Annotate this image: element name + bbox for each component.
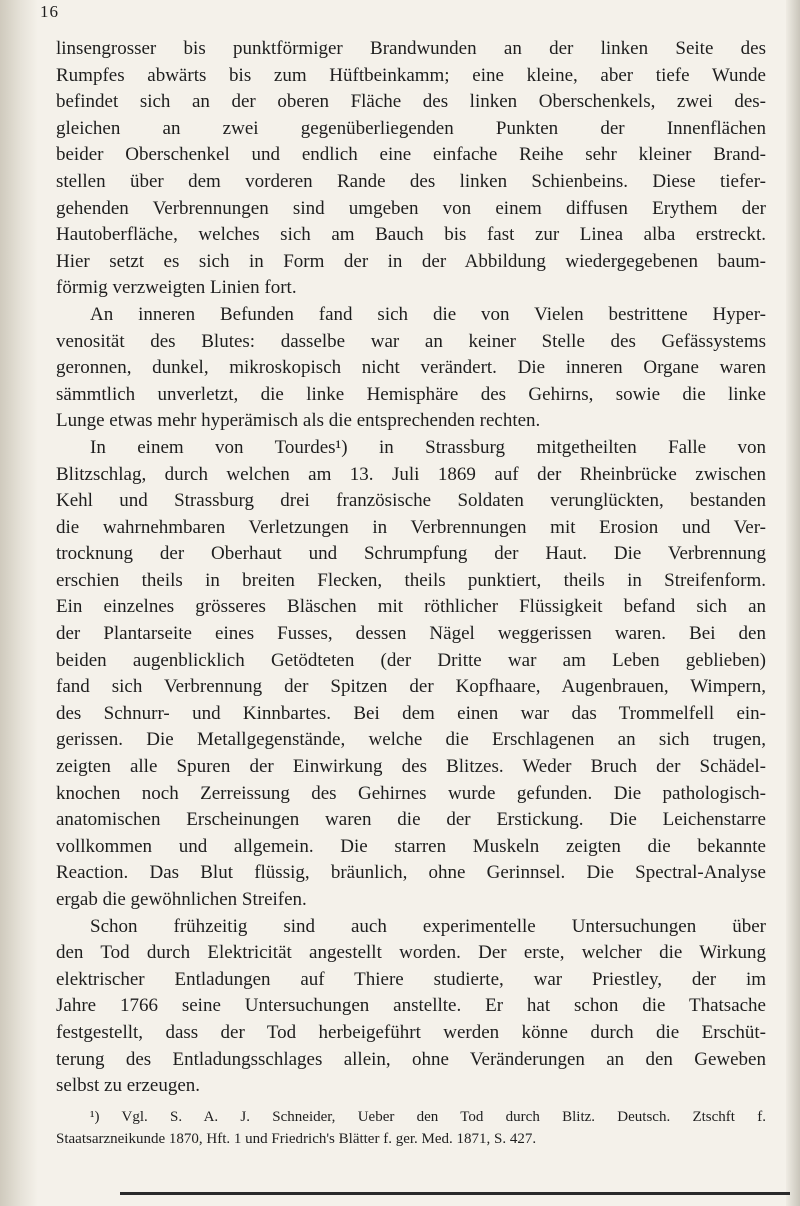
text-line: Kehl und Strassburg drei französische Soldaten verunglückten, bestanden [56, 490, 766, 512]
text-line: ergab die gewöhnlichen Streifen. [56, 889, 307, 910]
text-line: zeigten alle Spuren der Einwirkung des Blitzes. Weder Bruch der Schädel- [56, 756, 766, 778]
text-line: die wahrnehmbaren Verletzungen in Verbrennungen mit Erosion und Ver- [56, 516, 766, 538]
text-line: Hautoberfläche, welches sich am Bauch bis fast zur Linea alba erstreckt. [56, 224, 766, 246]
text-line: der Plantarseite eines Fusses, dessen Nägel weggerissen waren. Bei den [56, 623, 766, 645]
footnote-line: ¹) Vgl. S. A. J. Schneider, Ueber den Tod durch Blitz. Deutsch. Ztschft f. [90, 1108, 766, 1125]
body-text [56, 36, 766, 1150]
page-right-edge [786, 0, 800, 1206]
text-line: den Tod durch Elektricität angestellt worden. Der erste, welcher die Wirkung [56, 942, 766, 964]
text-line: Jahre 1766 seine Untersuchungen anstellte. Er hat schon die Thatsache [56, 995, 766, 1017]
page-binding-shadow [0, 0, 38, 1206]
text-line: gerissen. Die Metallgegenstände, welche die Erschlagenen an sich trugen, [56, 729, 766, 751]
text-line: venosität des Blutes: dasselbe war an keiner Stelle des Gefässystems [56, 330, 766, 352]
text-line: stellen über dem vorderen Rande des linken Schienbeins. Diese tiefer- [56, 170, 766, 192]
text-line: linsengrosser bis punktförmiger Brandwunden an der linken Seite des [56, 38, 766, 59]
page-number: 16 [40, 2, 59, 21]
text-line: beider Oberschenkel und endlich eine einfache Reihe sehr kleiner Brand- [56, 144, 766, 166]
text-line: förmig verzweigten Linien fort. [56, 277, 297, 299]
text-line: knochen noch Zerreissung des Gehirnes wurde gefunden. Die pathologisch- [56, 782, 766, 804]
text-line: Lunge etwas mehr hyperämisch als die entsprechenden rechten. [56, 410, 541, 432]
footnote [56, 1106, 766, 1150]
bottom-rule [120, 1192, 790, 1195]
text-line: vollkommen und allgemein. Die starren Muskeln zeigten die bekannte [56, 835, 766, 857]
paragraph [56, 435, 766, 914]
text-line: terung des Entladungsschlages allein, ohne Veränderungen an den Geweben [56, 1048, 766, 1070]
text-line: befindet sich an der oberen Fläche des linken Oberschenkels, zwei des- [56, 91, 766, 113]
text-line: Blitzschlag, durch welchen am 13. Juli 1869 auf der Rheinbrücke zwischen [56, 463, 766, 485]
text-line: elektrischer Entladungen auf Thiere studierte, war Priestley, der im [56, 968, 766, 990]
text-line: Rumpfes abwärts bis zum Hüftbeinkamm; eine kleine, aber tiefe Wunde [56, 64, 766, 86]
text-line: anatomischen Erscheinungen waren die der Erstickung. Die Leichenstarre [56, 809, 766, 831]
footnote-line: Staatsarzneikunde 1870, Hft. 1 und Friedrich's Blätter f. ger. Med. 1871, S. 427. [56, 1130, 537, 1147]
text-line: selbst zu erzeugen. [56, 1075, 201, 1097]
text-line: fand sich Verbrennung der Spitzen der Kopfhaare, Augenbrauen, Wimpern, [56, 676, 766, 698]
text-line: trocknung der Oberhaut und Schrumpfung der Haut. Die Verbrennung [56, 543, 766, 565]
text-line: beiden augenblicklich Getödteten (der Dritte war am Leben geblieben) [56, 649, 766, 671]
text-line: sämmtlich unverletzt, die linke Hemisphäre des Gehirns, sowie die linke [56, 383, 766, 405]
text-line: festgestellt, dass der Tod herbeigeführt werden könne durch die Erschüt- [56, 1021, 766, 1043]
paragraphs [56, 36, 766, 1100]
paragraph [56, 914, 766, 1100]
text-line: Ein einzelnes grösseres Bläschen mit röthlicher Flüssigkeit befand sich an [56, 596, 766, 618]
text-line: In einem von Tourdes¹) in Strassburg mitgetheilten Falle von [90, 436, 766, 458]
text-line: erschien theils in breiten Flecken, theils punktiert, theils in Streifenform. [56, 569, 766, 591]
text-line: gleichen an zwei gegenüberliegenden Punkten der Innenflächen [56, 117, 766, 139]
paragraph [56, 36, 766, 302]
text-line: Reaction. Das Blut flüssig, bräunlich, ohne Gerinnsel. Die Spectral-Analyse [56, 862, 766, 884]
text-line: geronnen, dunkel, mikroskopisch nicht verändert. Die inneren Organe waren [56, 357, 766, 379]
text-line: Schon frühzeitig sind auch experimentelle Untersuchungen über [90, 915, 766, 937]
text-line: An inneren Befunden fand sich die von Vielen bestrittene Hyper- [90, 303, 766, 325]
text-line: des Schnurr- und Kinnbartes. Bei dem einen war das Trommelfell ein- [56, 702, 766, 724]
text-line: gehenden Verbrennungen sind umgeben von einem diffusen Erythem der [56, 197, 766, 219]
paragraph [56, 302, 766, 435]
text-line: Hier setzt es sich in Form der in der Abbildung wiedergegebenen baum- [56, 250, 766, 272]
